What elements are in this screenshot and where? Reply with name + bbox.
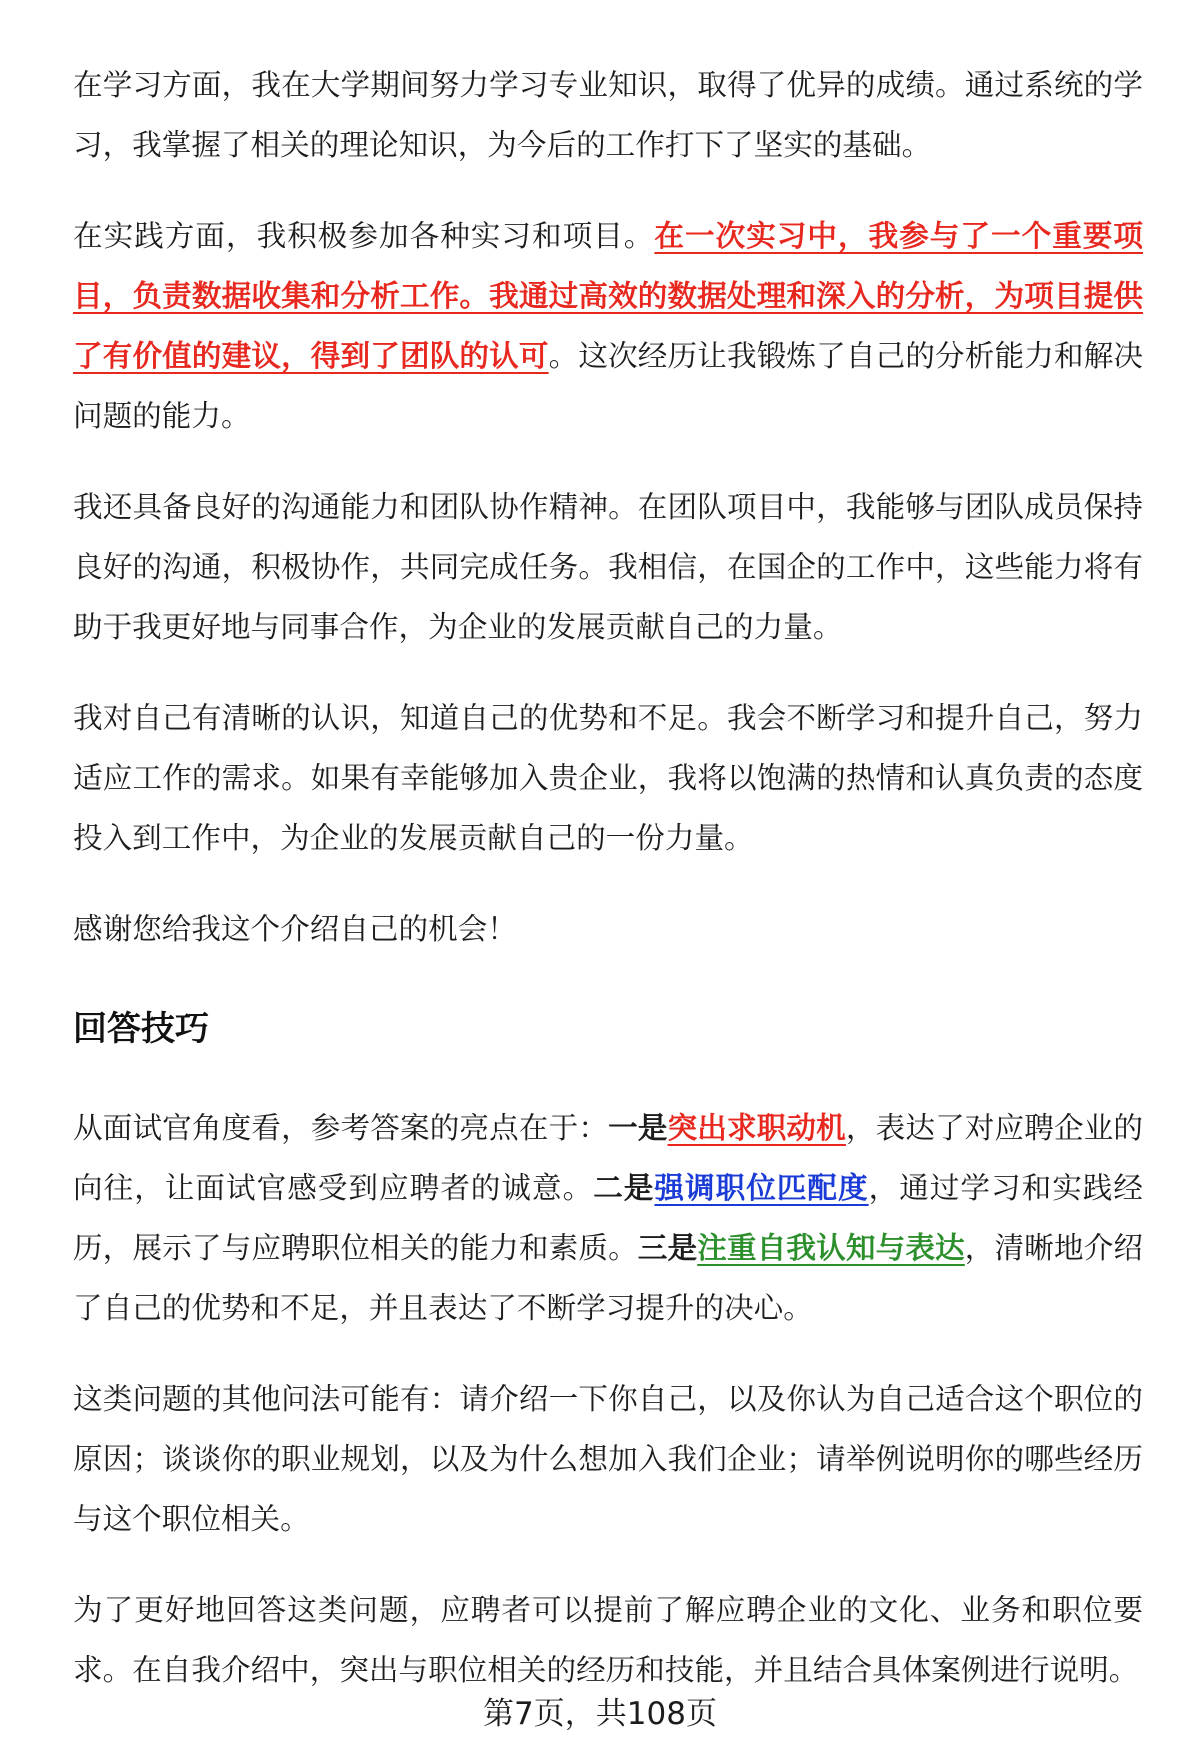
answer-paragraph-teamwork: 我还具备良好的沟通能力和团队协作精神。在团队项目中，我能够与团队成员保持良好的沟通，积极协作，共同完成任务。我相信，在国企的工作中，这些能力将有助于我更好地与同事合作，为企业的发展贡献自己的力量。 <box>73 490 1143 644</box>
answer-paragraph-study: 在学习方面，我在大学期间努力学习专业知识，取得了优异的成绩。通过系统的学习，我掌握了相关的理论知识，为今后的工作打下了坚实的基础。 <box>73 68 1143 162</box>
point2-description: ，通过学习和实践经历，展示了与应聘职位相关的能力和素质。 <box>73 1171 1144 1265</box>
point1-label: 一是 <box>608 1111 668 1145</box>
answer-paragraph-practice <box>73 206 1143 446</box>
practice-intro-text: 在实践方面，我积极参加各种实习和项目。 <box>73 219 655 253</box>
blue-highlight-text: 强调职位匹配度 <box>654 1171 869 1205</box>
red-highlight-text: 在一次实习中，我参与了一个重要项目，负责数据收集和分析工作。我通过高效的数据处理和深入的分析，为项目提供了有价值的建议，得到了团队的认可 <box>73 219 1144 373</box>
answer-paragraph-self-awareness: 我对自己有清晰的认识，知道自己的优势和不足。我会不断学习和提升自己，努力适应工作的需求。如果有幸能够加入贵企业，我将以饱满的热情和认真负责的态度投入到工作中，为企业的发展贡献自己的一份力量。 <box>73 701 1143 855</box>
point3-label: 三是 <box>637 1231 698 1265</box>
highlights-intro-text: 从面试官角度看，参考答案的亮点在于： <box>73 1111 609 1145</box>
tips-paragraph-alternatives: 这类问题的其他问法可能有：请介绍一下你自己，以及你认为自己适合这个职位的原因；谈谈你的职业规划，以及为什么想加入我们企业；请举例说明你的哪些经历与这个职位相关。 <box>73 1382 1143 1536</box>
answer-paragraph-thanks: 感谢您给我这个介绍自己的机会！ <box>73 912 517 946</box>
section-heading-tips: 回答技巧 <box>73 1009 209 1049</box>
green-highlight-text: 注重自我认知与表达 <box>697 1231 965 1265</box>
tips-paragraph-highlights <box>73 1098 1143 1338</box>
tips-paragraph-preparation: 为了更好地回答这类问题，应聘者可以提前了解应聘企业的文化、业务和职位要求。在自我介绍中，突出与职位相关的经历和技能，并且结合具体案例进行说明。 <box>73 1593 1143 1687</box>
point3-description: ，清晰地介绍了自己的优势和不足，并且表达了不断学习提升的决心。 <box>73 1231 1144 1325</box>
red-highlight-text: 突出求职动机 <box>667 1111 846 1145</box>
point2-label: 二是 <box>593 1171 655 1205</box>
page-number-footer: 第7页，共108页 <box>483 1696 717 1732</box>
practice-outro-text: 。这次经历让我锻炼了自己的分析能力和解决问题的能力。 <box>73 339 1144 433</box>
page-content <box>73 55 1143 1700</box>
point1-description: ，表达了对应聘企业的向往，让面试官感受到应聘者的诚意。 <box>73 1111 1144 1205</box>
